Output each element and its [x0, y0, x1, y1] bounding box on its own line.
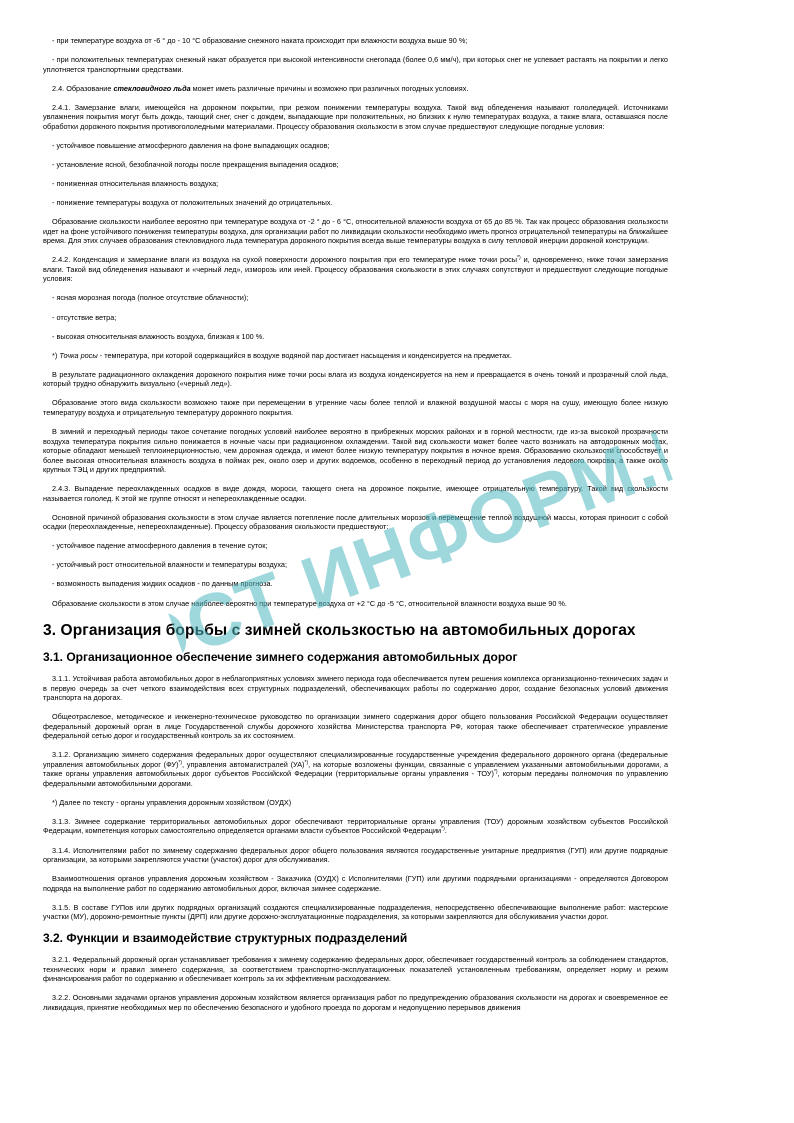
text-span: , которым переданы полномочия по управлению федеральными автомобильными дорогами.	[43, 769, 669, 788]
paragraph-3-1-3	[43, 817, 668, 836]
footnote-mark: *)	[304, 759, 309, 766]
paragraph-3-2-1: 3.2.1. Федеральный дорожный орган устанавливает требования к зимнему содержанию федеральных дорог, обеспечивает государственный контроль за соблюдением стандартов, технических норм и правил зимнего содержания, за соответствием транспортно-эксплуатационных показателей установленным требованиям, определяет норму и режим финансирования работ по содержанию и обеспечивает контроль за их эффективным расходованием.	[43, 955, 668, 984]
paragraph: В результате радиационного охлаждения дорожного покрытия ниже точки росы влага из воздуха конденсируется на нем и превращается в очень тонкий и прозрачный слой льда, который трудно обнаружить визуально («черный лед»).	[43, 369, 668, 389]
document-page	[43, 36, 668, 1022]
paragraph: В зимний и переходный периоды такое сочетание погодных условий наиболее вероятно в прибрежных морских районах и в горной местности, где из-за высокой прозрачности воздуха температура покрытия сильно понижается в ночные часы при радиационном охлаждении. Такой вид скользкости может более часто возникать на автодорожных мостах, которые обладают меньшей теплоинерционностью, чем дорожная одежда, и имеют более низкую температуру покрытия в ночное время. Образованию скользкости способствует и более высокая относительная влажность воздуха в поймах рек, около озер и других водоемов, особенно в переходный период до установления ледового покрова, а также около крупных ТЭЦ и других предприятий.	[43, 427, 668, 474]
footnote-dew-point	[43, 351, 668, 361]
text-span: 3.1.3. Зимнее содержание территориальных автомобильных дорог обеспечивают территориальные органы управления (ТОУ) дорожным хозяйством субъектов Российской Федерации, компетенция которых самостоятельно определяется органами власти субъектов Российской Федерации	[43, 816, 668, 836]
paragraph: - при температуре воздуха от -6 ° до - 10 °С образование снежного наката происходит при влажности воздуха выше 90 %;	[52, 36, 468, 45]
text-span: 2.4.2. Конденсация и замерзание влаги из воздуха на сухой поверхности дорожного покрытия при его температуре ниже точки росы	[52, 255, 518, 265]
paragraph: Основной причиной образования скользкости в этом случае является потепление после длительных морозов и перемещение теплой воздушной массы, которая приносит с собой осадки (переохлажденные, непереохлажденные). Процессу образования скользкости предшествуют:	[43, 512, 668, 532]
subsection-heading-3-1: 3.1. Организационное обеспечение зимнего содержания автомобильных дорог	[43, 650, 518, 665]
text-span: может иметь различные причины и возможно при различных погодных условиях.	[190, 83, 469, 93]
text-span: и, одновременно, ниже точки замерзания влаги. Такой вид обледенения называют и «черный лед», изморозь или иней. Процессу образования скользкости в этих случаях сопутствуют и предшествуют следующие погодные условия:	[43, 255, 668, 284]
paragraph: Образование этого вида скользкости возможно также при перемещении в утренние часы более теплой и влажной воздушной массы с моря на сушу, имеющую более низкую температуру воздуха и отрицательную температуру дорожного покрытия.	[43, 398, 668, 417]
watermark-text: ГОСТ ИНФОРМ.РУ	[150, 386, 690, 703]
footnote-oudh: *) Далее по тексту - органы управления дорожным хозяйством (ОУДХ)	[52, 797, 292, 807]
list-item: - устойчивый рост относительной влажности и температуры воздуха;	[52, 560, 288, 570]
list-item: - пониженная относительная влажность воздуха;	[52, 179, 219, 189]
paragraph-3-1-1: 3.1.1. Устойчивая работа автомобильных дорог в неблагоприятных условиях зимнего периода года обеспечивается путем решения комплекса организационно-технических задач и в первую очередь за счет четкого взаимодействия всех структурных подразделений, обеспечивающих работы по содержанию дорог, создание безопасных условий движения транспорта на дорогах.	[43, 674, 668, 703]
text-span: 3.1.2. Организацию зимнего содержания федеральных дорог осуществляют специализированные государственные учреждения федерального дорожного органа (федеральные управления автомобильных дорог (ФУ)	[43, 750, 668, 769]
list-item: - понижение температуры воздуха от положительных значений до отрицательных.	[52, 198, 333, 208]
text-span: *)	[52, 350, 60, 360]
paragraph-2-4	[43, 84, 668, 94]
paragraph-3-2-2: 3.2.2. Основными задачами органов управления дорожным хозяйством является организация работ по предупреждению образования скользкости на дорогах и своевременное ее ликвидация, принятие необходимых мер по обеспечению безопасного и удобного проезда по дорогам и недопущению перерывов движения	[43, 993, 668, 1012]
footnote-mark: *)	[178, 759, 183, 766]
section-heading-3: 3. Организация борьбы с зимней скользкостью на автомобильных дорогах	[43, 622, 636, 640]
text-span: - температура, при которой содержащийся в воздухе водяной пар достигает насыщения и конденсируется на предметах.	[97, 350, 512, 360]
paragraph: Образование скользкости наиболее вероятно при температуре воздуха от -2 ° до - 6 °С, относительной влажности воздуха от 65 до 85 %. Так как процесс образования скользкости идет на фоне устойчивого понижения температуры воздуха, для организации работ по ликвидации скользкости необходимо иметь прогноз отрицательной температуры на ближайшее время. Для этих случаев образования стекловидного льда температура дорожного покрытия всегда выше температуры воздуха в силу тепловой инерции дорожной конструкции.	[43, 217, 668, 246]
paragraph: Взаимоотношения органов управления дорожным хозяйством - Заказчика (ОУДХ) с Исполнителями (ГУП) или другими подрядными организациями - определяются Договором подряда на выполнение работ по содержанию автомобильных дорог, включая зимнее содержание.	[43, 874, 668, 893]
paragraph-3-1-2	[43, 750, 668, 788]
emphasis: стекловидного льда	[113, 83, 191, 93]
text-span: , управления автомагистралей (УА)	[182, 759, 305, 769]
list-item: - отсутствие ветра;	[52, 312, 117, 322]
footnote-mark: *)	[493, 769, 498, 776]
paragraph-3-1-5: 3.1.5. В составе ГУПов или других подрядных организаций создаются специализированные подразделения, непосредственно обеспечивающие выполнение работ: мастерские участки (МУ), дорожно-ремонтные пункты (ДРП) или другие дорожно-эксплуатационные подразделения, за которыми закрепляются для обслуживания участки дорог.	[43, 902, 668, 922]
list-item: - устойчивое повышение атмосферного давления на фоне выпадающих осадков;	[52, 140, 330, 150]
text-span: .	[444, 826, 447, 836]
emphasis: Точка росы	[59, 350, 98, 360]
paragraph: Образование скользкости в этом случае наиболее вероятно при температуре воздуха от +2 °С до -5 °С, относительной влажности воздуха выше 90 %.	[52, 598, 567, 608]
paragraph-3-1-4: 3.1.4. Исполнителями работ по зимнему содержанию федеральных дорог общего пользования являются государственные унитарные предприятия (ГУП) или другие подрядные организации, за которыми закрепляются участки (участок) дорог для обслуживания.	[43, 845, 668, 865]
paragraph-2-4-3: 2.4.3. Выпадение переохлажденных осадков в виде дождя, мороси, тающего снега на дорожное покрытие, имеющее отрицательную температуру. Такой вид скользкости называется гололед. К этой же группе относят и непереохлажденные осадки.	[43, 484, 668, 503]
footnote-mark: *)	[441, 826, 445, 833]
subsection-heading-3-2: 3.2. Функции и взаимодействие структурных подразделений	[43, 931, 408, 946]
paragraph: Общеотраслевое, методическое и инженерно-техническое руководство по организации зимнего содержания дорог общего пользования Российской Федерации осуществляет федеральный дорожный орган в лице Государственной службы дорожного хозяйства Министерства транспорта РФ, которая также обеспечивает стратегическое управление федеральной сетью дорог и государственный контроль за их состоянием.	[43, 712, 668, 741]
list-item: - высокая относительная влажность воздуха, близкая к 100 %.	[52, 331, 265, 341]
list-item: - ясная морозная погода (полное отсутствие облачности);	[52, 293, 249, 303]
paragraph: - при положительных температурах снежный накат образуется при высокой интенсивности снегопада (более 0,6 мм/ч), при которых снег не успевает растаять на покрытии и легко уплотняется транспортными средствами.	[43, 55, 668, 74]
paragraph-2-4-1: 2.4.1. Замерзание влаги, имеющейся на дорожном покрытии, при резком понижении температуры воздуха. Такой вид обледенения называют гололедицей. Источниками увлажнения покрытия могут быть дождь, тающий снег, снег с дождем, выпадающие при положительных, но близких к нулю температурах воздуха, а также влага, оставшаяся после обработки дорожного покрытия противогололедными материалами. Процессу образования скользкости в этом случае предшествуют следующие погодные условия:	[43, 102, 668, 131]
list-item: - установление ясной, безоблачной погоды после прекращения выпадения осадков;	[52, 159, 339, 169]
list-item: - устойчивое падение атмосферного давления в течение суток;	[52, 541, 268, 551]
list-item: - возможность выпадения жидких осадков - по данным прогноза.	[52, 579, 273, 589]
text-span: 2.4. Образование	[52, 83, 114, 93]
paragraph-2-4-2	[43, 255, 668, 284]
text-span: , на которые возложены функции, связанные с управлением указанными автомобильными дорогами, а также органы управления автомобильных дорог субъектов Российской Федерации (территориальные органы управления - ТОУ)	[43, 759, 669, 779]
footnote-mark: *)	[517, 255, 521, 262]
